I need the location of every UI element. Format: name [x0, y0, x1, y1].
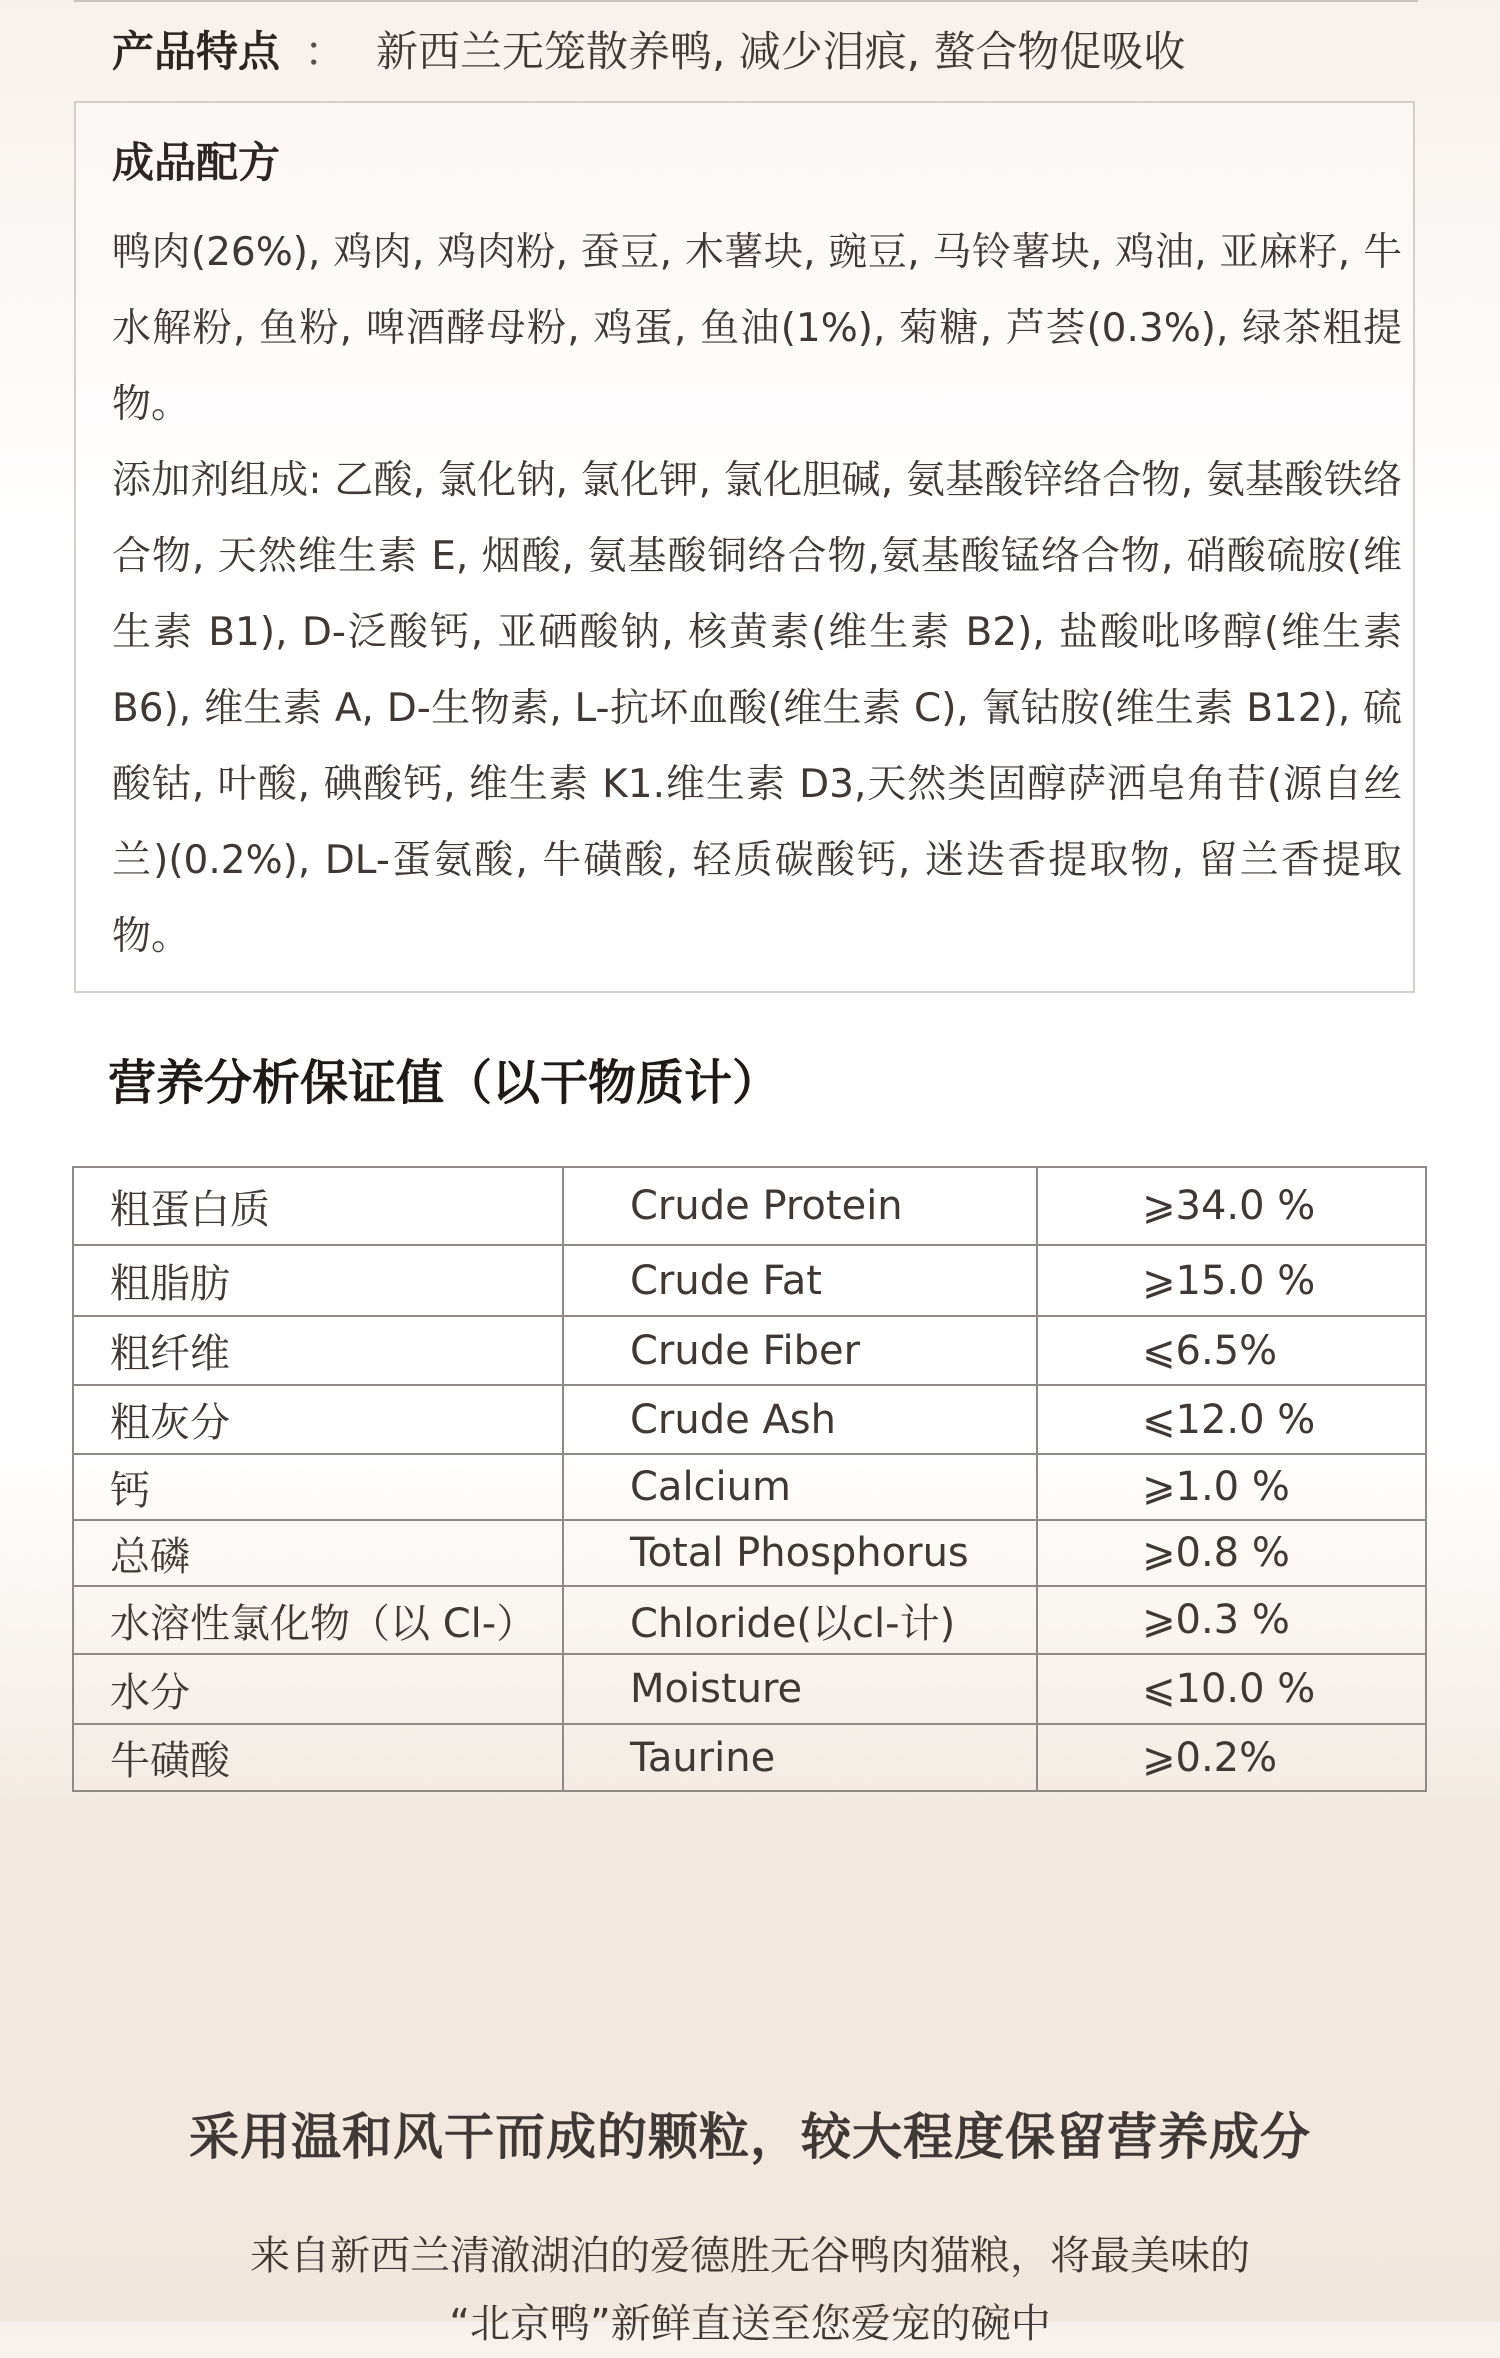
top-divider — [74, 0, 1418, 2]
nutrition-title: 营养分析保证值（以干物质计） — [108, 1055, 781, 1111]
nutrient-value: ⩾0.2% — [1037, 1724, 1426, 1791]
nutrient-value: ⩽10.0 % — [1037, 1654, 1426, 1724]
features-separator: ： — [304, 27, 347, 76]
description-line-2: “北京鸭”新鲜直送至您爱宠的碗中 — [449, 2301, 1051, 2347]
nutrient-value: ⩾0.8 % — [1037, 1520, 1426, 1586]
nutrient-cn-name: 粗纤维 — [73, 1316, 563, 1385]
nutrient-en-name: Crude Ash — [563, 1385, 1037, 1454]
table-row — [73, 1586, 1426, 1654]
product-features — [112, 22, 1185, 82]
nutrient-cn-name: 粗脂肪 — [73, 1245, 563, 1316]
features-text: 新西兰无笼散养鸭, 减少泪痕, 螯合物促吸收 — [376, 27, 1186, 76]
table-row — [73, 1520, 1426, 1586]
nutrient-cn-name: 牛磺酸 — [73, 1724, 563, 1791]
table-row — [73, 1454, 1426, 1520]
nutrient-cn-name: 水溶性氯化物（以 Cl-） — [73, 1586, 563, 1654]
nutrient-value: ⩽12.0 % — [1037, 1385, 1426, 1454]
nutrient-value: ⩽6.5% — [1037, 1316, 1426, 1385]
nutrient-en-name: Calcium — [563, 1454, 1037, 1520]
table-row — [73, 1167, 1426, 1245]
features-label: 产品特点 — [112, 27, 281, 76]
table-row — [73, 1245, 1426, 1316]
nutrient-value: ⩾0.3 % — [1037, 1586, 1426, 1654]
additives-text: 添加剂组成: 乙酸, 氯化钠, 氯化钾, 氯化胆碱, 氨基酸锌络合物, 氨基酸铁络合物, 天然维生素 E, 烟酸, 氨基酸铜络合物,氨基酸锰络合物, 硝酸硫胺(维生素 B1), D-泛酸钙, 亚硒酸钠, 核黄素(维生素 B2), 盐酸吡哆醇(维生素 B6), 维生素 A, D-生物素, L-抗坏血酸(维生素 C), 氰钴胺(维生素 B12), 硫酸钴, 叶酸, 碘酸钙, 维生素 K1.维生素 D3,天然类固醇萨洒皂角苷(源自丝兰)(0.2%), DL-蛋氨酸, 牛磺酸, 轻质碳酸钙, 迷迭香提取物, 留兰香提取物。 — [112, 458, 1402, 959]
bottom-description — [0, 2222, 1500, 2358]
nutrient-cn-name: 粗灰分 — [73, 1385, 563, 1454]
nutrient-cn-name: 总磷 — [73, 1520, 563, 1586]
nutrient-cn-name: 粗蛋白质 — [73, 1167, 563, 1245]
nutrient-en-name: Moisture — [563, 1654, 1037, 1724]
formula-body — [112, 215, 1402, 975]
ingredients-text: 鸭肉(26%), 鸡肉, 鸡肉粉, 蚕豆, 木薯块, 豌豆, 马铃薯块, 鸡油, 亚麻籽, 牛水解粉, 鱼粉, 啤酒酵母粉, 鸡蛋, 鱼油(1%), 菊糖, 芦荟(0.3%), 绿茶粗提物。 — [112, 230, 1402, 427]
nutrient-en-name: Crude Fat — [563, 1245, 1037, 1316]
nutrition-table — [72, 1166, 1427, 1792]
description-line-1: 来自新西兰清澈湖泊的爱德胜无谷鸭肉猫粮，将最美味的 — [250, 2233, 1250, 2279]
nutrient-en-name: Total Phosphorus — [563, 1520, 1037, 1586]
table-row — [73, 1654, 1426, 1724]
nutrient-cn-name: 水分 — [73, 1654, 563, 1724]
formula-box — [74, 101, 1415, 993]
nutrient-en-name: Crude Fiber — [563, 1316, 1037, 1385]
nutrient-en-name: Crude Protein — [563, 1167, 1037, 1245]
nutrient-en-name: Taurine — [563, 1724, 1037, 1791]
table-row — [73, 1724, 1426, 1791]
table-row — [73, 1385, 1426, 1454]
nutrient-en-name: Chloride(以cl-计) — [563, 1586, 1037, 1654]
nutrient-value: ⩾1.0 % — [1037, 1454, 1426, 1520]
bottom-heading: 采用温和风干而成的颗粒，较大程度保留营养成分 — [189, 2108, 1311, 2166]
formula-title: 成品配方 — [112, 138, 281, 187]
nutrient-value: ⩾34.0 % — [1037, 1167, 1426, 1245]
nutrient-value: ⩾15.0 % — [1037, 1245, 1426, 1316]
table-row — [73, 1316, 1426, 1385]
nutrient-cn-name: 钙 — [73, 1454, 563, 1520]
